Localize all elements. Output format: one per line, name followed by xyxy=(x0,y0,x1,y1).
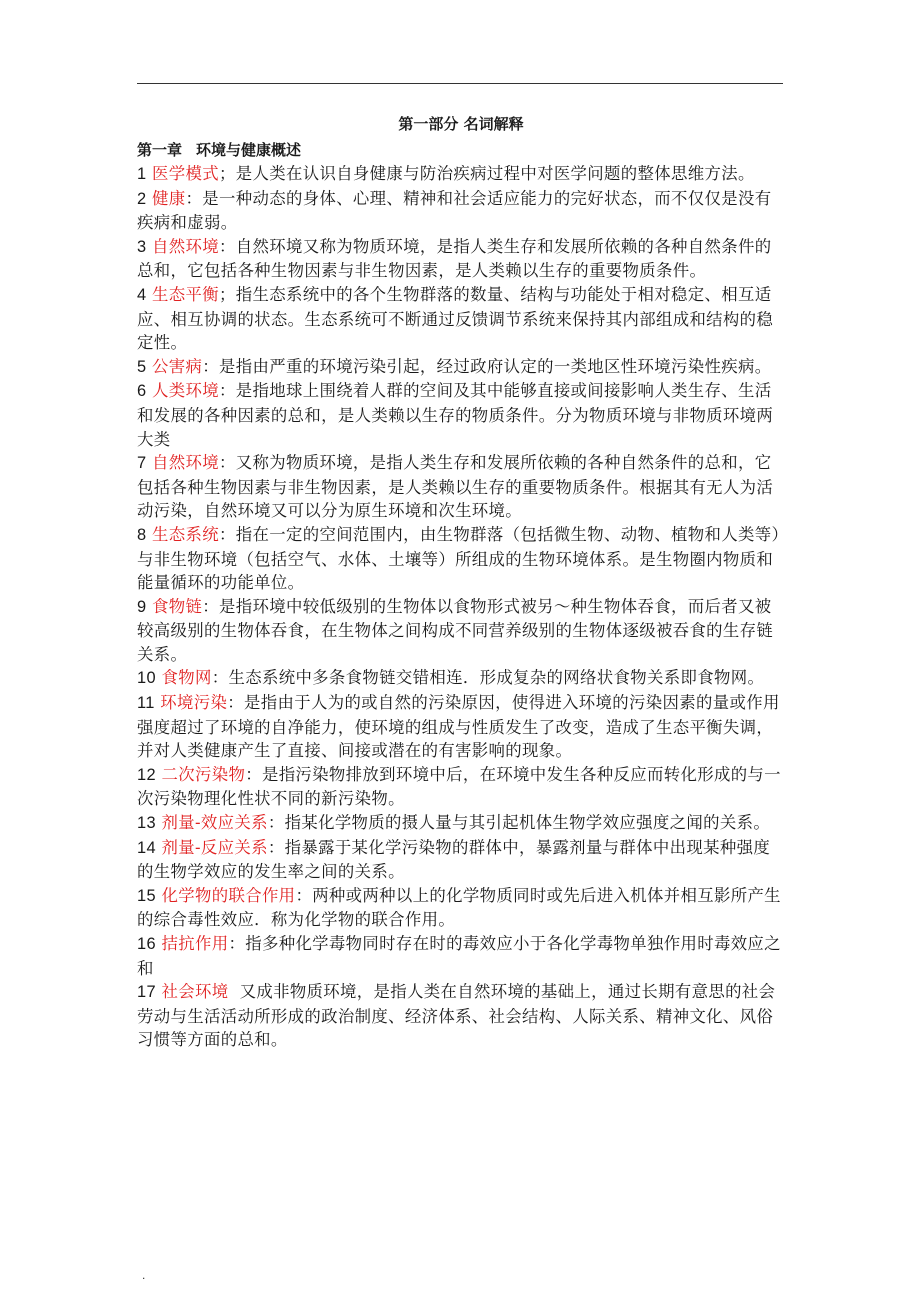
definition-entry xyxy=(137,283,785,355)
definition-entry xyxy=(137,235,785,283)
entry-number: 15 xyxy=(137,886,156,905)
header-rule xyxy=(137,83,783,84)
entry-number: 4 xyxy=(137,285,147,304)
entry-term: 拮抗作用 xyxy=(161,934,229,953)
entry-term: 环境污染 xyxy=(160,693,228,713)
entry-definition: 又称为物质环境，是指人类生存和发展所依赖的各种自然条件的总和，它包括各种生物因素与非生物因素，是人类赖以生存的重要物质条件。根据其有无人为活动污染，自然环境又可以分为原生环境和次生环境。 xyxy=(137,453,774,521)
entry-definition: 生态系统中多条食物链交错相连．形成复杂的网络状食物关系即食物网。 xyxy=(228,668,765,688)
entry-term: 健康 xyxy=(152,188,186,208)
footer-dot: . xyxy=(142,1268,146,1282)
entry-separator: ： xyxy=(219,236,236,256)
entry-separator: ： xyxy=(219,453,236,473)
entry-number: 14 xyxy=(137,838,156,857)
entry-term: 剂量-效应关系 xyxy=(161,813,268,833)
entry-separator: ： xyxy=(228,934,246,953)
definition-entry xyxy=(137,379,785,451)
entry-definition: 指多种化学毒物同时存在时的毒效应小于各化学毒物单独作用时毒效应之和 xyxy=(137,934,781,978)
entry-definition: 指暴露于某化学污染物的群体中，暴露剂量与群体中出现某种强度的生物学效应的发生率之间的关系。 xyxy=(137,837,771,882)
entry-definition: 是指由于人为的或自然的污染原因，使得进入环境的污染因素的量或作用强度超过了环境的自净能力，使环境的组成与性质发生了改变，造成了生态平衡失调，并对人类健康产生了直接、间接或潜在的有害影响的现象。 xyxy=(137,693,780,761)
entry-separator: ： xyxy=(219,381,236,401)
entry-term: 自然环境 xyxy=(152,236,219,256)
entry-definition: 是指地球上围绕着人群的空间及其中能够直接或间接影响人类生存、生活和发展的各种因素的总和，是人类赖以生存的物质条件。分为物质环境与非物质环境两大类 xyxy=(137,381,774,449)
entry-separator: ： xyxy=(295,885,313,905)
entry-definition: 又成非物质环境，是指人类在自然环境的基础上，通过长期有意思的社会劳动与生活活动所形成的政治制度、经济体系、社会结构、人际关系、精神文化、风俗习惯等方面的总和。 xyxy=(137,982,776,1050)
entry-number: 13 xyxy=(137,814,156,833)
entry-number: 10 xyxy=(137,669,156,688)
entry-definition: 是指污染物排放到环境中后，在环境中发生各种反应而转化形成的与一次污染物理化性状不同的新污染物。 xyxy=(137,764,781,809)
definition-entry xyxy=(137,884,785,932)
entry-separator: ： xyxy=(267,837,285,857)
definition-entry xyxy=(137,162,785,187)
entry-definition: 是指环境中较低级别的生物体以食物形式被另～种生物体吞食，而后者又被较高级别的生物体吞食，在生物体之间构成不同营养级别的生物体逐级被吞食的生存链关系。 xyxy=(137,596,774,664)
entry-term: 医学模式 xyxy=(152,164,219,183)
entry-number: 17 xyxy=(137,983,156,1002)
chapter-title xyxy=(137,138,785,162)
entry-definition: 两种或两种以上的化学物质同时或先后进入机体并相互影所产生的综合毒性效应．称为化学物的联合作用。 xyxy=(137,885,781,930)
definition-entry xyxy=(137,523,785,595)
entry-separator: ： xyxy=(267,813,285,833)
definition-entry xyxy=(137,763,785,811)
document-body xyxy=(137,112,785,1052)
entry-term: 社会环境 xyxy=(161,982,229,1002)
entry-term: 剂量-反应关系 xyxy=(161,837,268,857)
entry-separator: ： xyxy=(211,668,229,688)
definition-entry xyxy=(137,595,785,667)
entry-number: 6 xyxy=(137,382,147,401)
entry-number: 9 xyxy=(137,597,147,616)
entry-number: 1 xyxy=(137,165,147,183)
entry-separator: ； xyxy=(219,284,236,304)
chapter-name: 环境与健康概述 xyxy=(196,141,302,159)
entry-number: 3 xyxy=(137,237,147,256)
entry-number: 8 xyxy=(137,525,147,544)
entry-term: 人类环境 xyxy=(152,381,219,401)
definition-entry xyxy=(137,811,785,836)
definition-entry xyxy=(137,666,785,691)
definition-entry xyxy=(137,836,785,884)
entry-term: 食物网 xyxy=(161,668,212,688)
entry-separator: ： xyxy=(202,596,220,616)
entry-number: 5 xyxy=(137,357,147,376)
entry-definition: 是人类在认识自身健康与防治疾病过程中对医学问题的整体思维方法。 xyxy=(235,164,755,183)
entry-definition: 自然环境又称为物质环境，是指人类生存和发展所依赖的各种自然条件的总和，它包括各种生物因素与非生物因素，是人类赖以生存的重要物质条件。 xyxy=(137,236,772,281)
entry-term: 公害病 xyxy=(152,356,203,376)
entry-separator: ： xyxy=(227,693,244,713)
entry-separator: ； xyxy=(219,164,236,183)
definition-entry xyxy=(137,355,785,380)
entry-separator: ： xyxy=(185,188,203,208)
entry-term: 二次污染物 xyxy=(161,764,246,784)
entry-definition: 是一种动态的身体、心理、精神和社会适应能力的完好状态，而不仅仅是没有疾病和虚弱。 xyxy=(137,188,772,233)
entry-definition: 指某化学物质的摄人量与其引起机体生物学效应强度之闻的关系。 xyxy=(284,813,771,833)
definition-entry xyxy=(137,691,785,763)
entry-number: 2 xyxy=(137,189,147,208)
part-title: 第一部分 名词解释 xyxy=(398,115,524,133)
entry-term: 食物链 xyxy=(152,596,203,616)
definition-entry xyxy=(137,980,785,1052)
definition-list xyxy=(137,162,785,1052)
definition-entry xyxy=(137,451,785,523)
entry-number: 7 xyxy=(137,454,147,473)
entry-definition: 是指由严重的环境污染引起，经过政府认定的一类地区性环境污染性疾病。 xyxy=(219,356,772,376)
entry-definition: 指生态系统中的各个生物群落的数量、结构与功能处于相对稳定、相互适应、相互协调的状态。生态系统可不断通过反馈调节系统来保持其内部组成和结构的稳定性。 xyxy=(137,284,774,353)
entry-separator xyxy=(228,982,239,1001)
entry-separator: ： xyxy=(219,524,236,544)
entry-separator: ： xyxy=(245,764,262,784)
entry-term: 化学物的联合作用 xyxy=(161,885,296,905)
definition-entry xyxy=(137,932,785,980)
chapter-number: 第一章 xyxy=(137,141,183,159)
entry-term: 生态平衡 xyxy=(152,284,219,304)
entry-number: 16 xyxy=(137,935,156,953)
entry-number: 12 xyxy=(137,765,156,784)
entry-term: 生态系统 xyxy=(152,524,219,544)
entry-number: 11 xyxy=(137,694,155,713)
entry-separator: ： xyxy=(202,356,220,376)
definition-entry xyxy=(137,187,785,235)
entry-term: 自然环境 xyxy=(152,453,219,473)
entry-definition: 指在一定的空间范围内，由生物群落（包括微生物、动物、植物和人类等）与非生物环境（包括空气、水体、土壤等）所组成的生物环境体系。是生物圈内物质和能量循环的功能单位。 xyxy=(137,524,780,593)
